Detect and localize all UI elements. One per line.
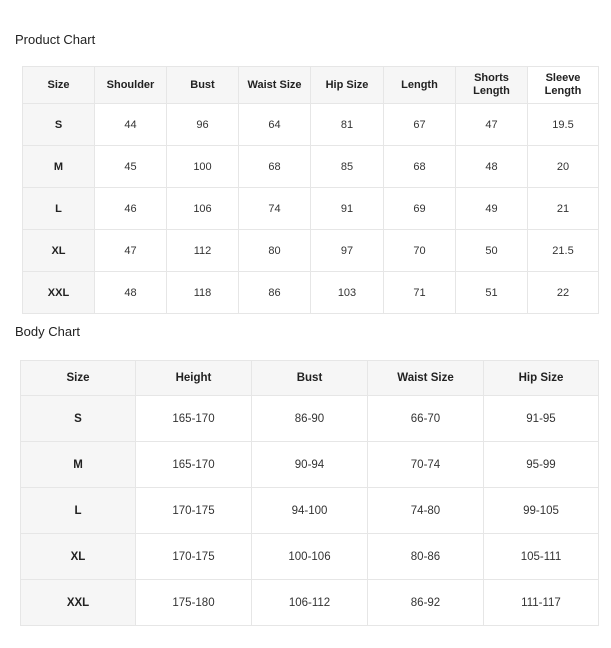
product-value-cell: 69 (384, 188, 456, 230)
body-value-cell: 74-80 (368, 488, 484, 534)
size-label-cell: XL (21, 534, 136, 580)
product-value-cell: 19.5 (528, 104, 599, 146)
body-value-cell: 175-180 (136, 580, 252, 626)
body-table-row (21, 534, 599, 580)
body-value-cell: 90-94 (252, 442, 368, 488)
product-value-cell: 48 (95, 272, 167, 314)
product-value-cell: 67 (384, 104, 456, 146)
product-value-cell: 91 (311, 188, 384, 230)
body-value-cell: 99-105 (484, 488, 599, 534)
body-value-cell: 80-86 (368, 534, 484, 580)
body-value-cell: 86-90 (252, 396, 368, 442)
body-value-cell: 170-175 (136, 534, 252, 580)
product-header-cell: Shorts Length (456, 67, 528, 104)
product-value-cell: 47 (95, 230, 167, 272)
product-value-cell: 20 (528, 146, 599, 188)
product-table-row (23, 230, 599, 272)
body-header-cell: Height (136, 361, 252, 396)
product-value-cell: 86 (239, 272, 311, 314)
body-header-cell: Size (21, 361, 136, 396)
body-value-cell: 111-117 (484, 580, 599, 626)
product-header-cell: Length (384, 67, 456, 104)
product-value-cell: 85 (311, 146, 384, 188)
product-value-cell: 68 (239, 146, 311, 188)
product-value-cell: 51 (456, 272, 528, 314)
product-value-cell: 100 (167, 146, 239, 188)
body-chart-table (20, 360, 599, 626)
product-value-cell: 106 (167, 188, 239, 230)
size-label-cell: L (21, 488, 136, 534)
body-value-cell: 170-175 (136, 488, 252, 534)
product-value-cell: 46 (95, 188, 167, 230)
body-table-row (21, 442, 599, 488)
product-value-cell: 50 (456, 230, 528, 272)
body-header-cell: Hip Size (484, 361, 599, 396)
product-value-cell: 112 (167, 230, 239, 272)
size-label-cell: S (23, 104, 95, 146)
product-value-cell: 47 (456, 104, 528, 146)
product-header-row (23, 67, 599, 104)
body-header-cell: Bust (252, 361, 368, 396)
product-table-row (23, 104, 599, 146)
body-value-cell: 66-70 (368, 396, 484, 442)
product-header-cell: Waist Size (239, 67, 311, 104)
product-header-cell: Shoulder (95, 67, 167, 104)
product-chart-title: Product Chart (15, 32, 96, 47)
body-value-cell: 100-106 (252, 534, 368, 580)
body-value-cell: 95-99 (484, 442, 599, 488)
product-value-cell: 48 (456, 146, 528, 188)
size-label-cell: XXL (21, 580, 136, 626)
product-value-cell: 118 (167, 272, 239, 314)
size-label-cell: S (21, 396, 136, 442)
product-value-cell: 21 (528, 188, 599, 230)
body-value-cell: 94-100 (252, 488, 368, 534)
product-header-cell: Size (23, 67, 95, 104)
product-value-cell: 45 (95, 146, 167, 188)
body-value-cell: 91-95 (484, 396, 599, 442)
size-label-cell: XL (23, 230, 95, 272)
product-table-row (23, 272, 599, 314)
product-value-cell: 22 (528, 272, 599, 314)
product-header-cell: Bust (167, 67, 239, 104)
product-table-row (23, 146, 599, 188)
body-header-row (21, 361, 599, 396)
size-label-cell: L (23, 188, 95, 230)
size-label-cell: XXL (23, 272, 95, 314)
body-table-row (21, 580, 599, 626)
body-header-cell: Waist Size (368, 361, 484, 396)
body-table-row (21, 396, 599, 442)
product-value-cell: 64 (239, 104, 311, 146)
product-value-cell: 70 (384, 230, 456, 272)
body-value-cell: 165-170 (136, 442, 252, 488)
body-value-cell: 165-170 (136, 396, 252, 442)
body-value-cell: 86-92 (368, 580, 484, 626)
product-value-cell: 74 (239, 188, 311, 230)
product-value-cell: 68 (384, 146, 456, 188)
product-value-cell: 49 (456, 188, 528, 230)
product-value-cell: 21.5 (528, 230, 599, 272)
product-value-cell: 103 (311, 272, 384, 314)
product-table-row (23, 188, 599, 230)
body-value-cell: 70-74 (368, 442, 484, 488)
body-chart-title: Body Chart (15, 324, 81, 339)
product-value-cell: 96 (167, 104, 239, 146)
body-value-cell: 106-112 (252, 580, 368, 626)
product-header-cell: Sleeve Length (528, 67, 599, 104)
size-label-cell: M (23, 146, 95, 188)
product-chart-table (22, 66, 599, 314)
product-value-cell: 97 (311, 230, 384, 272)
product-value-cell: 80 (239, 230, 311, 272)
product-header-cell: Hip Size (311, 67, 384, 104)
size-label-cell: M (21, 442, 136, 488)
product-value-cell: 71 (384, 272, 456, 314)
product-value-cell: 81 (311, 104, 384, 146)
body-table-row (21, 488, 599, 534)
body-value-cell: 105-111 (484, 534, 599, 580)
product-value-cell: 44 (95, 104, 167, 146)
